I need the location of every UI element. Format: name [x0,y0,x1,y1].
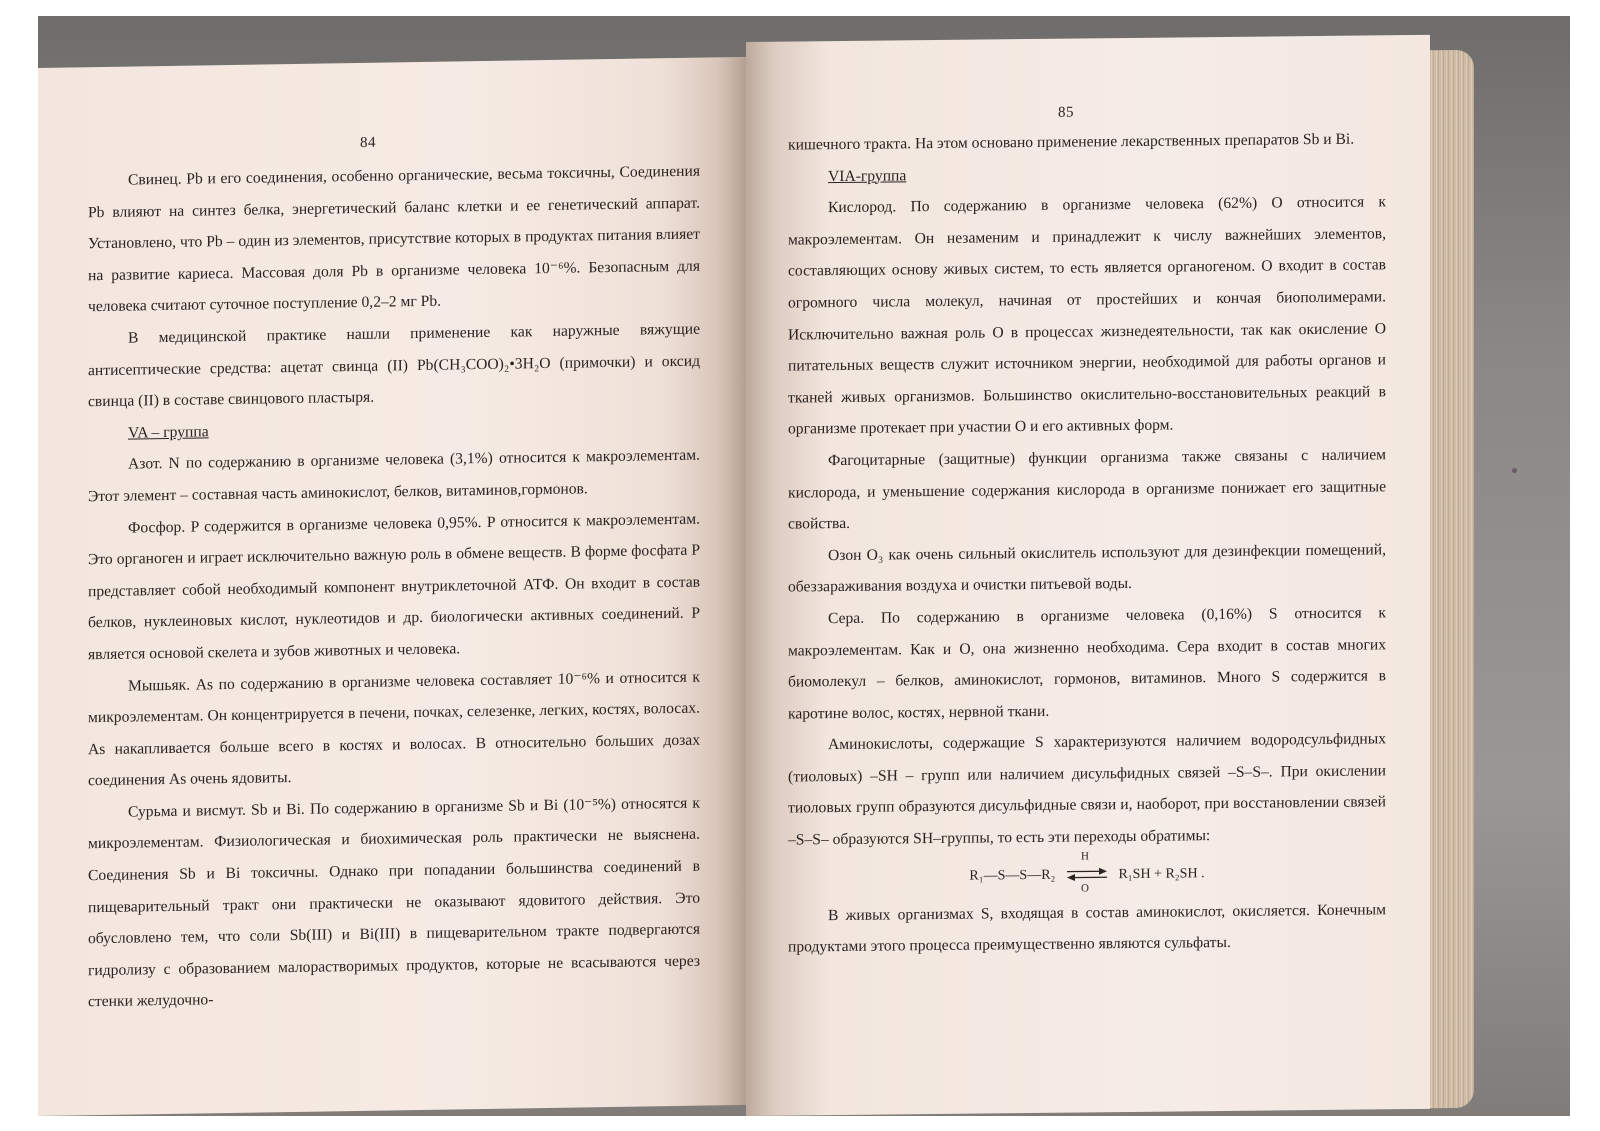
paragraph-nitrogen: Азот. N по содержанию в организме человека (3,1%) относится к макроэлементам. Этот элемент – составная часть аминокислот, белков, витаминов,гормонов. [88,446,700,506]
paragraph-amino-acids: Аминокислоты, содержащие S характеризуются наличием водородсульфидных (тиоловых) –SH – групп или наличием дисульфидных связей –S–S–. При окислении тиоловых групп образуются дисульфидные связи и, наоборот, при восстановлении связей –S–S– образуются SH–группы, то есть эти переходы обратимы: [788,730,1386,849]
scan-speck [1512,468,1517,473]
paragraph-oxygen: Кислород. По содержанию в организме человека (62%) O относится к макроэлементам. Он незаменим и принадлежит к числу важнейших элементов, составляющих основу живых систем, то есть является органогеном. O входит в состав огромного числа молекул, начиная от простейших и кончая биополимерами. Исключительно важная роль O в процессах жизнедеятельности, так как окисление O питательных веществ служит источником энергии, необходимой для работы органов и тканей живых организмов. Большинство окислительно-восстановительных реакций в организме протекает при участии O и его активных форм. [788,193,1386,438]
page-number-left: 84 [360,134,376,151]
left-page-text [88,156,700,1019]
paragraph-lead-medicine: В медицинской практике нашли применение как наружные вяжущие антисептические средства: ацетат свинца (II) Pb(CH₃COO)₂•3H₂O (примочки) и оксид свинца (II) в составе свинцового пластыря. [88,320,700,411]
right-page [746,35,1430,1116]
paragraph-ozone: Озон O₃ как очень сильный окислитель используют для дезинфекции помещений, обеззараживания воздуха и очистки питьевой воды. [788,541,1386,596]
paragraph-continuation: кишечного тракта. На этом основано применение лекарственных препаратов Sb и Bi. [788,130,1355,154]
paragraph-phosphorus: Фосфор. P содержится в организме человека 0,95%. P относится к макроэлементам. Это органоген и играет исключительно важную роль в обмене веществ. В форме фосфата P представляет собой необходимый компонент внутриклеточной АТФ. Он входит в состав белков, нуклеиновых кислот, нуклеотидов и др. биологически активных соединений. P является основой скелета и зубов животных и человека. [88,510,700,664]
paragraph-phagocytic: Фагоцитарные (защитные) функции организма также связаны с наличием кислорода, и уменьшение содержания кислорода в организме понижает его защитные свойства. [788,446,1386,533]
double-arrow-icon [1065,867,1109,883]
arrow-label-top: H [1080,850,1089,863]
book-page-edges [1430,50,1474,1108]
equation-reactant: R₁—S—S—R₂ [969,867,1056,884]
open-book [38,42,1470,1116]
section-heading-va: VA – группа [128,423,209,442]
paragraph-sulfur-oxidation: В живых организмах S, входящая в состав аминокислот, окисляется. Конечным продуктами этого процесса преимущественно являются сульфаты. [788,900,1386,956]
paragraph-antimony-bismuth: Сурьма и висмут. Sb и Bi. По содержанию в организме Sb и Bi (10⁻⁵%) относятся к микроэлементам. Физиологическая и биохимическая роль практически не выяснена. Соединения Sb и Bi токсичны. Однако при попадании большинства соединений в пищеварительный тракт они практически не оказывают ядовитого действия. Это обусловлено тем, что соли Sb(III) и Bi(III) в пищеварительном тракте подвергаются гидролизу с образованием малорастворимых продуктов, которые не всасываются через стенки желудочно- [88,794,700,1011]
paragraph-sulfur: Сера. По содержанию в организме человека (0,16%) S относится к макроэлементам. Как и O, она жизненно необходима. Сера входит в состав многих биомолекул – белков, аминокислот, гормонов, витаминов. Много S содержится в каротине волос, костях, нервной ткани. [788,604,1386,723]
left-page [38,57,746,1116]
paragraph-arsenic: Мышьяк. As по содержанию в организме человека составляет 10⁻⁶% и относится к микроэлементам. Он концентрируется в печени, почках, селезенке, легких, костях, волосах. As накапливается больше всего в костях и волосах. В относительно больших дозах соединения As очень ядовиты. [88,668,700,790]
right-page-text [788,123,1386,963]
equation-products: R₁SH + R₂SH . [1118,865,1205,882]
section-heading-via: VIA-группа [828,166,907,185]
paragraph-lead: Свинец. Pb и его соединения, особенно органические, весьма токсичны, Соединения Pb влияют на синтез белка, энергетический баланс клетки и ее генетический аппарат. Установлено, что Pb – один из элементов, присутствие которых в продуктах питания влияет на развитие кариеса. Массовая доля Pb в организме человека 10⁻⁶%. Безопасным для человека считают суточное поступление 0,2–2 мг Pb. [88,162,700,316]
page-number-right: 85 [1058,104,1074,121]
arrow-label-bottom: O [1080,882,1089,895]
equilibrium-arrows-icon [1065,850,1109,895]
chemical-equation [788,850,1386,900]
